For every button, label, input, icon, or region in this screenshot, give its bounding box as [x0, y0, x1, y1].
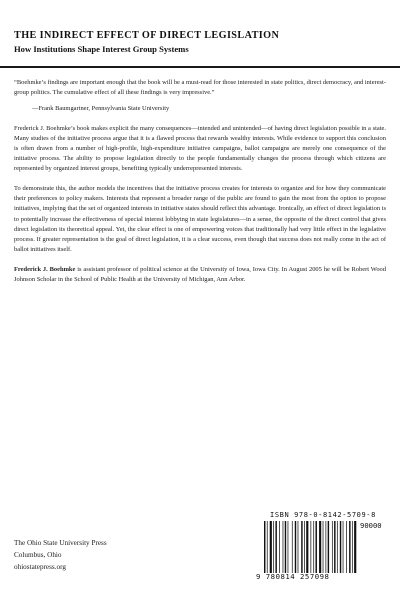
isbn-label: ISBN 978-0-8142-5709-8 [270, 511, 376, 519]
quote-attribution: —Frank Baumgartner, Pennsylvania State University [32, 105, 170, 113]
author-bio [14, 265, 386, 285]
publisher-city: Columbus, Ohio [14, 550, 62, 559]
ean-number: 9 780814 257098 [256, 572, 330, 581]
barcode-area [250, 511, 385, 581]
endorsement-quote: “Boehmke’s findings are important enough that the book will be a must-read for those interested in state politics, direct democracy, and interest-group politics. The cumulative effect of all these findings is very impressive.” [14, 79, 386, 97]
publisher-name: The Ohio State University Press [14, 539, 107, 547]
cover-text [14, 78, 386, 295]
barcode-icon [264, 521, 358, 573]
publisher-website: ohiostatepress.org [14, 562, 66, 571]
author-bio-text: is assistant professor of political science at the University of Iowa, Iowa City. In August 2005 he will be Robert Wood Johnson Scholar in the School of Public Health at the University of Michigan, Ann Arbor. [14, 265, 386, 283]
header-band [0, 0, 400, 66]
author-name: Frederick J. Boehmke [14, 265, 76, 273]
header-rule [0, 66, 400, 68]
description-paragraph-1: Frederick J. Boehmke’s book makes explicit the many consequences—intended and unintended—of having direct legislation possible in a state. Many studies of the initiative process argue that it is a flawed process that rewards wealthy interests. While evidence to support this conclusion is often drawn from a number of high-profile, high-expenditure initiative campaigns, ballot campaigns are merely one consequence of the initiative process. The ability to propose legislation directly to the people fundamentally changes the process through which citizens are represented by organized interest groups, benefiting typically underrepresented interests. [14, 125, 386, 173]
book-title: THE INDIRECT EFFECT OF DIRECT LEGISLATION [14, 30, 280, 41]
book-subtitle: How Institutions Shape Interest Group Systems [14, 44, 189, 54]
price-addon: 90000 [360, 521, 382, 530]
publisher-info [14, 538, 107, 573]
description-paragraph-2: To demonstrate this, the author models the incentives that the initiative process creates for interests to organize and for how they communicate their preferences to policy makers. Interests that represent a broader range of the public are found to gain the most from the option to propose initiatives, implying that the set of organized interests in initiative states should reflect this advantage. Ironically, an effect of direct legislation is to potentially increase the effectiveness of special interest lobbying in state legislatures—in a sense, the opposite of the direct control that gives direct legislation its theoretical appeal. Yet, the clear effect is one of empowering voices that traditionally had very little effect in the legislative process. If greater representation is the goal of direct legislation, it is a clear success, even though that success does not really come in the act of ballot initiatives itself. [14, 185, 386, 253]
